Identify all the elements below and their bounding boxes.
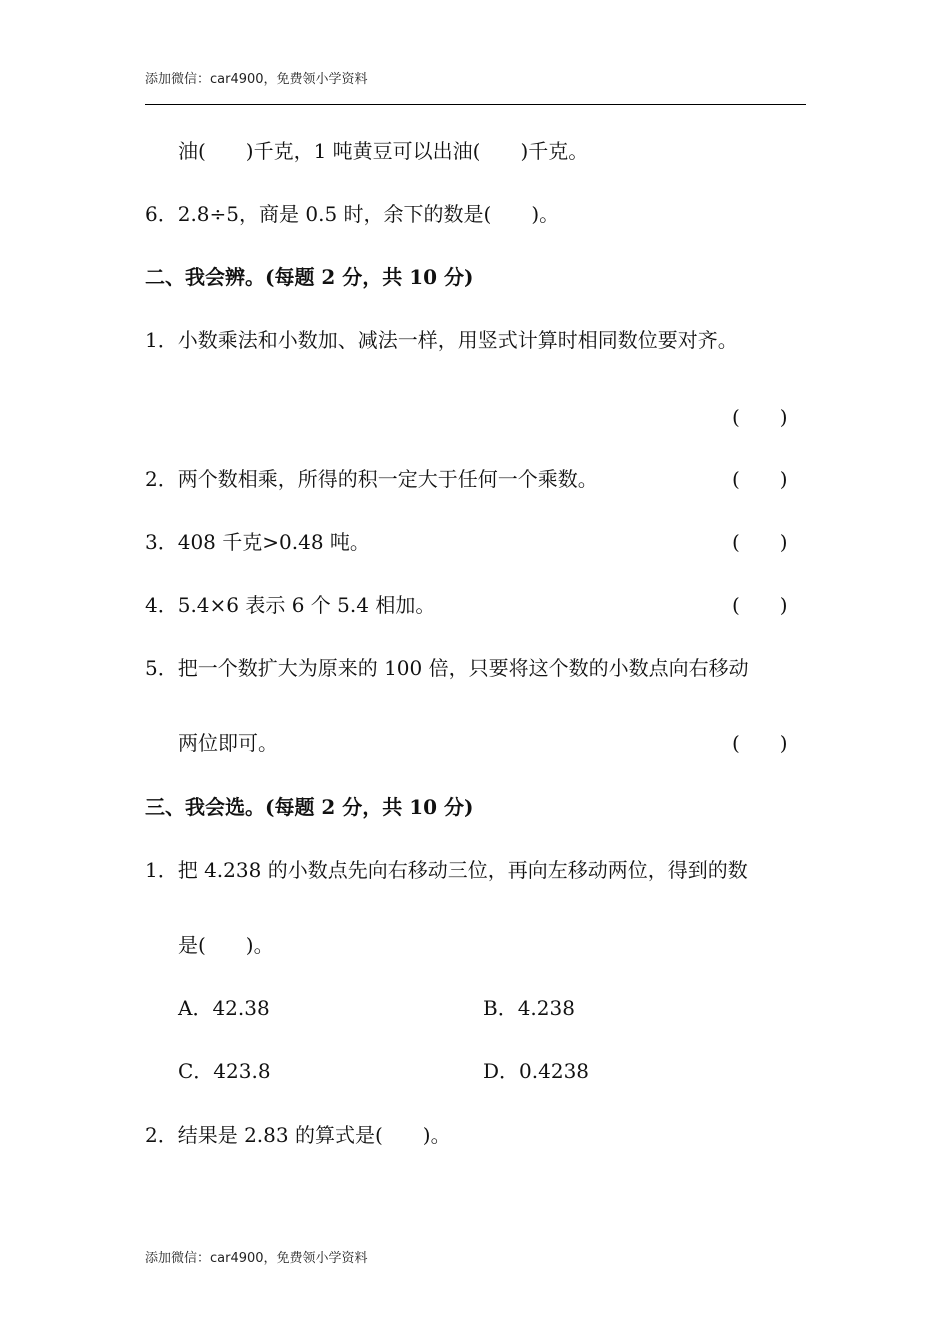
judge-item-5-continuation: 两位即可。 — [178, 731, 278, 755]
judge-item-5: 5．把一个数扩大为原来的 100 倍，只要将这个数的小数点向右移动 — [145, 656, 749, 680]
choice-question-1: 1．把 4.238 的小数点先向右移动三位，再向左移动两位，得到的数 — [145, 858, 748, 882]
judge-item-2-answer[interactable]: ( ) — [732, 467, 788, 491]
question-5-continuation: 油( )千克，1 吨黄豆可以出油( )千克。 — [178, 139, 589, 163]
header-rule — [145, 104, 806, 105]
section-2-title: 二、我会辨。(每题 2 分，共 10 分) — [145, 265, 474, 289]
judge-item-4-answer[interactable]: ( ) — [732, 593, 788, 617]
option-c[interactable]: C．423.8 — [178, 1059, 271, 1083]
section-3-title: 三、我会选。(每题 2 分，共 10 分) — [145, 795, 474, 819]
judge-item-3-answer[interactable]: ( ) — [732, 530, 788, 554]
page-footer: 添加微信：car4900，免费领小学资料 — [145, 1251, 368, 1266]
judge-item-3: 3．408 千克>0.48 吨。 — [145, 530, 370, 554]
page-header: 添加微信：car4900，免费领小学资料 — [145, 72, 368, 87]
judge-item-4: 4．5.4×6 表示 6 个 5.4 相加。 — [145, 593, 436, 617]
choice-question-2: 2．结果是 2.83 的算式是( )。 — [145, 1123, 451, 1147]
judge-item-5-answer[interactable]: ( ) — [732, 731, 788, 755]
judge-item-2: 2．两个数相乘，所得的积一定大于任何一个乘数。 — [145, 467, 598, 491]
choice-question-1-continuation: 是( )。 — [178, 933, 274, 957]
option-d[interactable]: D．0.4238 — [483, 1059, 590, 1083]
judge-item-1-answer[interactable]: ( ) — [732, 405, 788, 429]
option-b[interactable]: B．4.238 — [483, 996, 575, 1020]
judge-item-1: 1．小数乘法和小数加、减法一样，用竖式计算时相同数位要对齐。 — [145, 328, 738, 352]
question-6: 6．2.8÷5，商是 0.5 时，余下的数是( )。 — [145, 202, 560, 226]
option-a[interactable]: A．42.38 — [178, 996, 270, 1020]
